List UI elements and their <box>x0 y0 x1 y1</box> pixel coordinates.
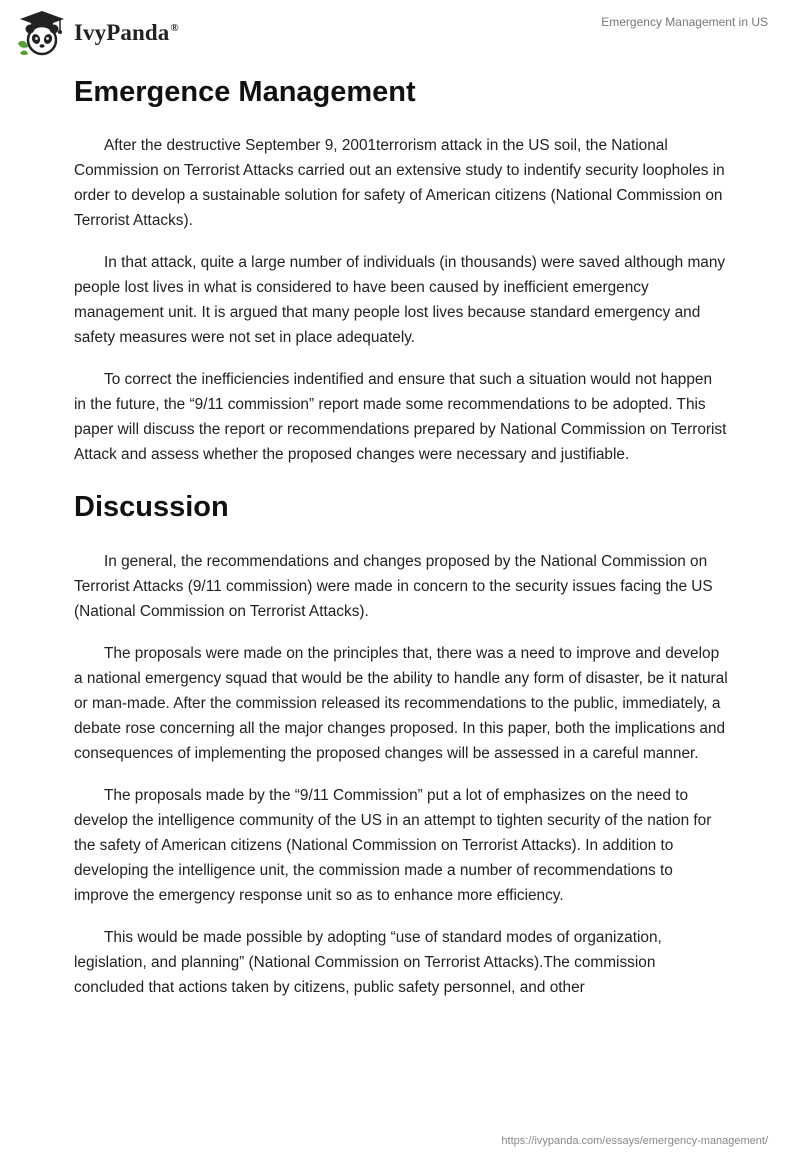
registered-mark: ® <box>170 22 179 35</box>
essay-body <box>74 70 728 1017</box>
brand-logo[interactable] <box>14 9 179 57</box>
paragraph: In general, the recommendations and changes proposed by the National Commission on Terrorist Attacks (9/11 commission) were made in concern to the security issues facing the US (National Commission on Terrorist Attacks). <box>74 553 713 620</box>
document-title: Emergency Management in US <box>601 15 768 29</box>
page-header <box>0 0 800 64</box>
brand-name: IvyPanda® <box>74 20 179 45</box>
paragraph: The proposals made by the “9/11 Commission” put a lot of emphasizes on the need to develop the intelligence community of the US in an attempt to tighten security of the nation for the safety of American citizens (National Commission on Terrorist Attacks). In addition to developing the intelligence unit, the commission made a number of recommendations to improve the emergency response unit so as to enhance more efficiency. <box>74 787 712 904</box>
paragraph: In that attack, quite a large number of individuals (in thousands) were saved although many people lost lives in what is considered to have been caused by inefficient emergency management unit. It is argued that many people lost lives because standard emergency and safety measures were not set in place adequately. <box>74 254 726 346</box>
panda-graduate-logo-icon <box>14 9 70 57</box>
paragraph: The proposals were made on the principles that, there was a need to improve and develop a national emergency squad that would be the ability to handle any form of disaster, be it natural or man-made. After the commission released its recommendations to the public, immediately, a debate rose concerning all the major changes proposed. In this paper, both the implications and consequences of implementing the proposed changes will be assessed in a careful manner. <box>74 645 728 762</box>
source-url[interactable]: https://ivypanda.com/essays/emergency-management/ <box>501 1135 768 1147</box>
paragraph: After the destructive September 9, 2001terrorism attack in the US soil, the National Commission on Terrorist Attacks carried out an extensive study to indentify security loopholes in order to develop a sustainable solution for safety of American citizens (National Commission on Terrorist Attacks). <box>74 137 725 229</box>
section-heading-discussion: Discussion <box>74 491 229 523</box>
paragraph: To correct the inefficiencies indentified and ensure that such a situation would not happen in the future, the “9/11 commission” report made some recommendations to be adopted. This paper will discuss the report or recommendations prepared by National Commission on Terrorist Attack and assess whether the proposed changes were necessary and justifiable. <box>74 371 727 463</box>
paragraph: This would be made possible by adopting “use of standard modes of organization, legislation, and planning” (National Commission on Terrorist Attacks).The commission concluded that actions taken by citizens, public safety personnel, and other <box>74 929 662 996</box>
section-heading-emergence-management: Emergence Management <box>74 76 416 108</box>
